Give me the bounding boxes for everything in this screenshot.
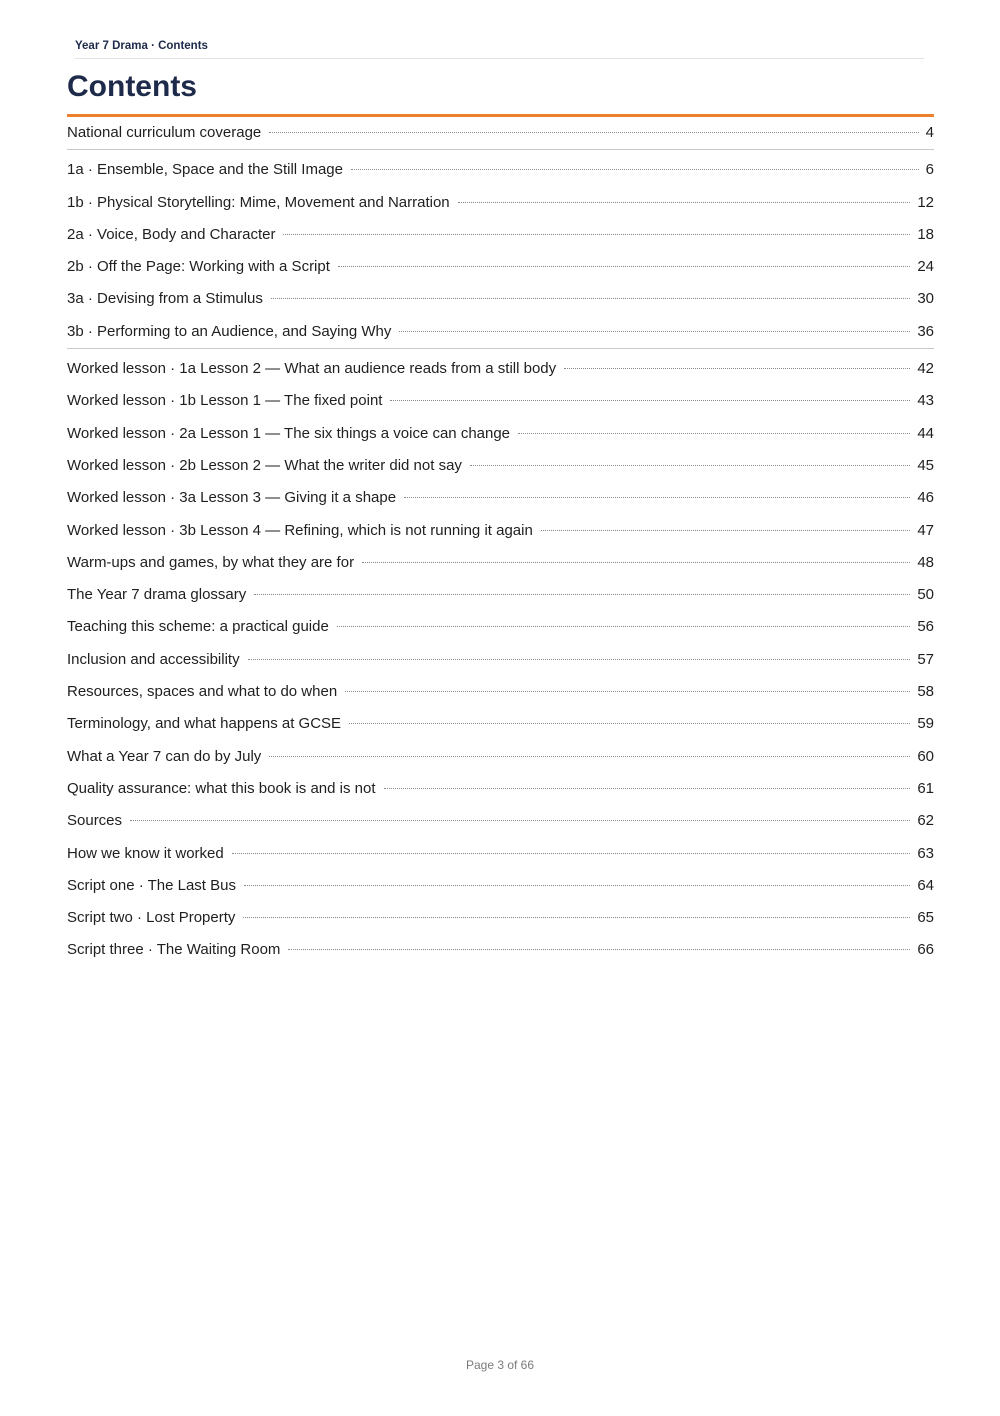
toc-entry-title: Worked lesson · 3a Lesson 3 — Giving it a shape <box>67 489 397 507</box>
toc-entry-title: 2a · Voice, Body and Character <box>67 225 276 243</box>
toc-entry[interactable] <box>67 838 934 870</box>
toc-entry-page-number: 62 <box>917 812 934 830</box>
toc-entry-title: The Year 7 drama glossary <box>67 586 247 604</box>
toc-entry-page-number: 42 <box>917 360 934 378</box>
toc-entry-title: Teaching this scheme: a practical guide <box>67 618 329 636</box>
toc-entry[interactable] <box>67 418 934 450</box>
toc-section <box>67 349 934 967</box>
toc-entry-page-number: 47 <box>917 521 934 539</box>
toc-section <box>67 117 934 150</box>
toc-entry-title: Script one · The Last Bus <box>67 876 236 894</box>
dot-leader <box>518 433 910 434</box>
toc-entry-title: Worked lesson · 2a Lesson 1 — The six things a voice can change <box>67 424 511 442</box>
dot-leader <box>232 853 911 854</box>
dot-leader <box>390 400 910 401</box>
toc-entry-title: How we know it worked <box>67 844 224 862</box>
dot-leader <box>564 368 910 369</box>
toc-entry[interactable] <box>67 353 934 385</box>
toc-entry-title: Warm-ups and games, by what they are for <box>67 553 355 571</box>
toc-entry[interactable] <box>67 450 934 482</box>
dot-leader <box>399 331 910 332</box>
toc-entry-title: Worked lesson · 2b Lesson 2 — What the writer did not say <box>67 456 462 474</box>
table-of-contents <box>67 117 934 967</box>
toc-entry-page-number: 64 <box>917 876 934 894</box>
toc-entry-title: Worked lesson · 1a Lesson 2 — What an audience reads from a still body <box>67 360 557 378</box>
toc-entry-title: Resources, spaces and what to do when <box>67 683 338 701</box>
toc-entry[interactable] <box>67 385 934 417</box>
dot-leader <box>470 465 910 466</box>
toc-entry-title: 2b · Off the Page: Working with a Script <box>67 258 330 276</box>
toc-entry-page-number: 61 <box>917 779 934 797</box>
toc-entry[interactable] <box>67 187 934 219</box>
toc-entry[interactable] <box>67 482 934 514</box>
toc-entry-page-number: 65 <box>917 909 934 927</box>
toc-entry[interactable] <box>67 934 934 966</box>
toc-entry[interactable] <box>67 805 934 837</box>
toc-entry[interactable] <box>67 117 934 149</box>
toc-entry-page-number: 60 <box>917 747 934 765</box>
toc-entry-page-number: 63 <box>917 844 934 862</box>
dot-leader <box>349 723 910 724</box>
toc-entry-page-number: 58 <box>917 683 934 701</box>
page-title: Contents <box>67 70 197 103</box>
toc-entry[interactable] <box>67 251 934 283</box>
toc-entry[interactable] <box>67 547 934 579</box>
toc-entry-page-number: 18 <box>917 225 934 243</box>
toc-entry[interactable] <box>67 283 934 315</box>
dot-leader <box>458 202 911 203</box>
dot-leader <box>244 885 910 886</box>
toc-entry[interactable] <box>67 773 934 805</box>
toc-entry-title: 1a · Ensemble, Space and the Still Image <box>67 161 343 179</box>
toc-entry-page-number: 6 <box>925 161 934 179</box>
toc-entry-page-number: 46 <box>917 489 934 507</box>
toc-entry-page-number: 43 <box>917 392 934 410</box>
toc-entry[interactable] <box>67 644 934 676</box>
toc-entry[interactable] <box>67 902 934 934</box>
running-header-title: Year 7 Drama · Contents <box>75 40 208 52</box>
dot-leader <box>243 917 910 918</box>
toc-entry-title: Worked lesson · 1b Lesson 1 — The fixed point <box>67 392 383 410</box>
toc-entry[interactable] <box>67 741 934 773</box>
toc-entry[interactable] <box>67 515 934 547</box>
toc-entry[interactable] <box>67 154 934 186</box>
toc-entry-title: Script two · Lost Property <box>67 909 236 927</box>
dot-leader <box>269 756 910 757</box>
dot-leader <box>351 169 919 170</box>
toc-entry-page-number: 4 <box>925 124 934 141</box>
toc-entry-page-number: 48 <box>917 553 934 571</box>
dot-leader <box>269 132 918 133</box>
toc-entry-title: Quality assurance: what this book is and is not <box>67 779 376 797</box>
toc-entry-title: What a Year 7 can do by July <box>67 747 262 765</box>
dot-leader <box>288 949 910 950</box>
toc-entry-title: 1b · Physical Storytelling: Mime, Movement and Narration <box>67 193 450 211</box>
toc-entry-title: Script three · The Waiting Room <box>67 941 281 959</box>
dot-leader <box>254 594 910 595</box>
toc-section <box>67 150 934 349</box>
dot-leader <box>362 562 910 563</box>
toc-entry-page-number: 57 <box>917 650 934 668</box>
toc-entry[interactable] <box>67 611 934 643</box>
dot-leader <box>271 298 910 299</box>
toc-entry-page-number: 50 <box>917 586 934 604</box>
dot-leader <box>283 234 910 235</box>
toc-entry-page-number: 36 <box>917 322 934 340</box>
toc-entry[interactable] <box>67 708 934 740</box>
dot-leader <box>130 820 910 821</box>
dot-leader <box>248 659 911 660</box>
toc-entry-page-number: 44 <box>917 424 934 442</box>
toc-entry-title: National curriculum coverage <box>67 124 262 141</box>
dot-leader <box>541 530 910 531</box>
toc-entry-page-number: 59 <box>917 715 934 733</box>
toc-entry[interactable] <box>67 219 934 251</box>
dot-leader <box>345 691 910 692</box>
toc-entry-title: Worked lesson · 3b Lesson 4 — Refining, which is not running it again <box>67 521 533 539</box>
toc-entry-title: Sources <box>67 812 123 830</box>
toc-entry-title: 3a · Devising from a Stimulus <box>67 290 263 308</box>
dot-leader <box>404 497 910 498</box>
toc-entry-page-number: 56 <box>917 618 934 636</box>
dot-leader <box>337 626 911 627</box>
toc-entry-title: Terminology, and what happens at GCSE <box>67 715 342 733</box>
toc-entry-title: Inclusion and accessibility <box>67 650 240 668</box>
toc-entry[interactable] <box>67 316 934 348</box>
page-footer <box>0 1358 1000 1372</box>
toc-entry-page-number: 12 <box>917 193 934 211</box>
toc-entry[interactable] <box>67 676 934 708</box>
toc-entry-page-number: 66 <box>917 941 934 959</box>
dot-leader <box>384 788 911 789</box>
running-header <box>75 38 924 59</box>
page-number: Page 3 of 66 <box>465 1358 535 1372</box>
toc-entry-page-number: 45 <box>917 456 934 474</box>
dot-leader <box>338 266 910 267</box>
toc-entry[interactable] <box>67 579 934 611</box>
toc-entry[interactable] <box>67 870 934 902</box>
toc-entry-page-number: 30 <box>917 290 934 308</box>
toc-entry-page-number: 24 <box>917 258 934 276</box>
toc-entry-title: 3b · Performing to an Audience, and Saying Why <box>67 322 392 340</box>
